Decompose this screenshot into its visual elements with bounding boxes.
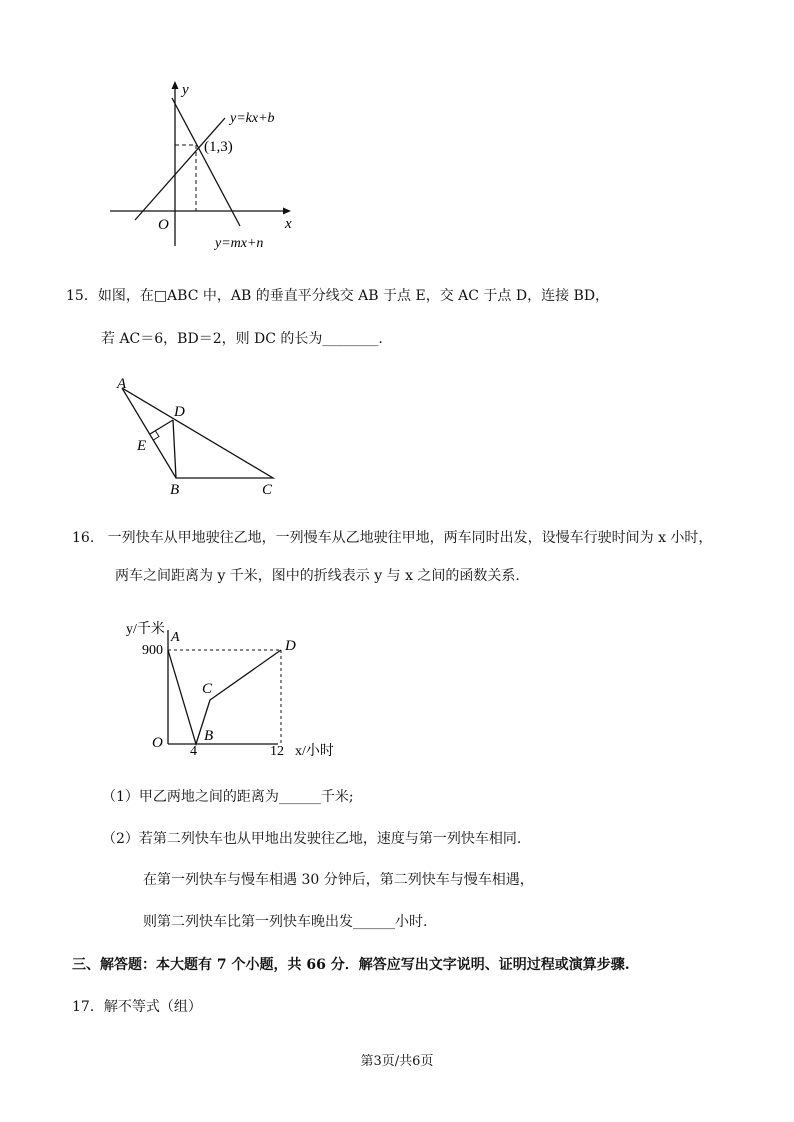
point-b-label: B <box>204 728 214 744</box>
point-c-label: C <box>202 681 213 697</box>
q16-part2-line2: 在第一列快车与慢车相遇 30 分钟后，第二列快车与慢车相遇， <box>143 872 534 888</box>
q16-part2-line3: 则第二列快车比第一列快车晚出发______小时. <box>143 914 428 930</box>
right-angle-mark <box>154 431 160 440</box>
graph-ylabel: y/千米 <box>126 622 165 637</box>
x-tick-4: 4 <box>190 744 197 759</box>
origin-label: O <box>158 217 169 233</box>
vertex-a: A <box>117 376 127 392</box>
x-axis-arrow <box>283 208 291 215</box>
y-axis-arrow <box>172 81 179 89</box>
question-16-text: 一列快车从甲地驶往乙地，一列慢车从乙地驶往甲地，两车同时出发，设慢车行驶时间为 x 小时， <box>107 530 713 546</box>
question-15-line1 <box>66 286 609 306</box>
vertex-b: B <box>170 482 180 498</box>
page-footer: 第3页/共6页 <box>360 1054 434 1069</box>
segment-de <box>150 420 173 434</box>
question-15-text: 如图，在□ABC 中，AB 的垂直平分线交 AB 于点 E，交 AC 于点 D，连接 BD， <box>97 288 610 304</box>
vertex-d: D <box>174 404 185 420</box>
linear-functions-figure <box>105 78 315 253</box>
question-16-line2: 两车之间距离为 y 千米，图中的折线表示 y 与 x 之间的函数关系. <box>115 568 520 584</box>
section-3-heading: 三、解答题：本大题有 7 个小题，共 66 分．解答应写出文字说明、证明过程或演算步骤. <box>72 957 630 973</box>
q16-part2: （2）若第二列快车也从甲地出发驶往乙地，速度与第一列快车相同. <box>102 831 522 847</box>
line2-label: y=mx+n <box>215 236 264 251</box>
point-d-label: D <box>285 638 296 654</box>
x-tick-12: 12 <box>270 744 284 759</box>
graph-polyline <box>168 650 281 744</box>
x-axis-label: x <box>285 216 292 232</box>
line1-label: y=kx+b <box>230 111 275 126</box>
question-16-number: 16. <box>72 530 95 546</box>
segment-bd <box>173 420 176 478</box>
distance-time-graph <box>118 616 350 764</box>
graph-xlabel: x/小时 <box>295 744 334 759</box>
y-axis-label: y <box>182 82 189 98</box>
question-17: 17．解不等式（组） <box>72 999 202 1015</box>
vertex-e: E <box>137 438 147 454</box>
point-label: (1,3) <box>204 139 233 155</box>
graph-origin: O <box>152 735 163 751</box>
y-tick-900: 900 <box>142 643 163 658</box>
triangle-figure <box>110 372 290 498</box>
q16-part1: （1）甲乙两地之间的距离为______千米; <box>102 789 354 805</box>
vertex-c: C <box>262 482 273 498</box>
line-kx-b <box>135 118 225 220</box>
question-15-line2: 若 AC＝6，BD＝2，则 DC 的长为________. <box>101 331 383 347</box>
point-a-label: A <box>171 630 180 645</box>
question-16-line1 <box>72 528 712 548</box>
triangle-outline <box>122 388 273 478</box>
question-15-number: 15． <box>66 288 98 304</box>
